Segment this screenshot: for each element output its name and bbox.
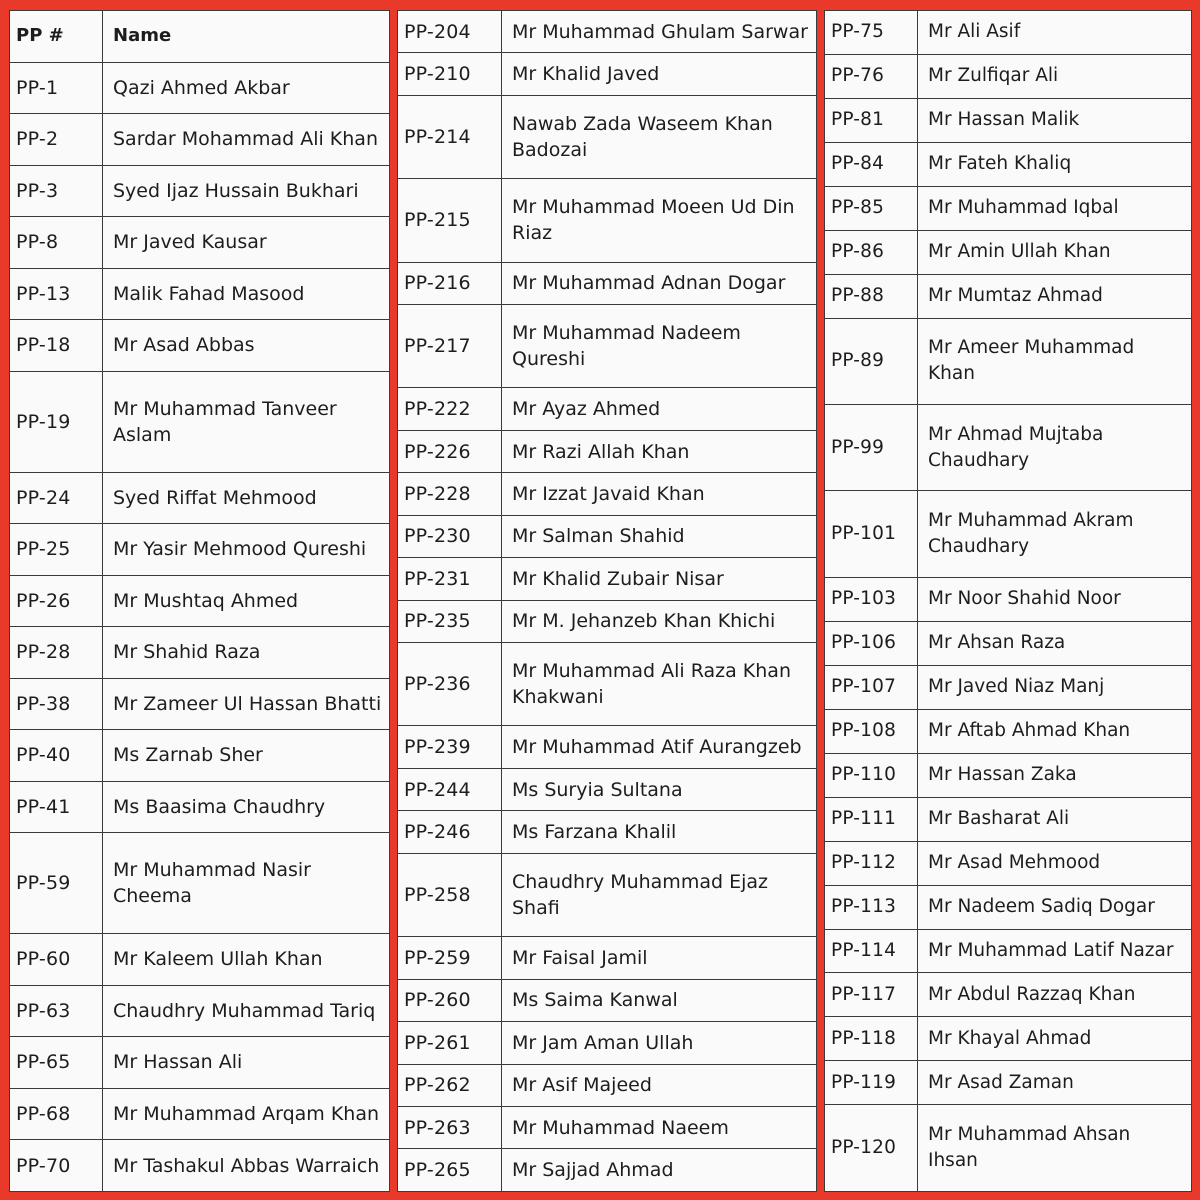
pp-number: PP-118 — [825, 1017, 918, 1061]
member-name: Mr M. Jehanzeb Khan Khichi — [502, 600, 817, 642]
member-name: Mr Zulfiqar Ali — [918, 54, 1192, 98]
member-name: Mr Hassan Malik — [918, 98, 1192, 142]
table-row — [398, 11, 817, 53]
member-name: Mr Muhammad Latif Nazar — [918, 929, 1192, 973]
table-row — [10, 1037, 390, 1089]
table-row — [398, 600, 817, 642]
member-name: Mr Yasir Mehmood Qureshi — [103, 524, 390, 576]
pp-number: PP-117 — [825, 973, 918, 1017]
member-name: Syed Ijaz Hussain Bukhari — [103, 165, 390, 217]
table-row — [825, 885, 1192, 929]
table-row — [398, 1149, 817, 1192]
pp-number: PP-113 — [825, 885, 918, 929]
table-row — [398, 179, 817, 262]
table-row — [825, 621, 1192, 665]
pp-number: PP-210 — [398, 53, 502, 95]
member-name: Mr Shahid Raza — [103, 627, 390, 679]
pp-number: PP-76 — [825, 54, 918, 98]
table-row — [825, 1105, 1192, 1192]
table-row — [825, 577, 1192, 621]
member-name: Mr Izzat Javaid Khan — [502, 473, 817, 515]
member-name: Mr Muhammad Akram Chaudhary — [918, 491, 1192, 577]
table-row — [10, 114, 390, 166]
pp-number: PP-86 — [825, 230, 918, 274]
pp-number: PP-226 — [398, 430, 502, 472]
member-name: Mr Ameer Muhammad Khan — [918, 318, 1192, 404]
table-row — [10, 1088, 390, 1140]
table-row — [825, 973, 1192, 1017]
table-row — [10, 320, 390, 372]
member-name: Chaudhry Muhammad Tariq — [103, 985, 390, 1037]
table-row — [398, 1022, 817, 1064]
pp-number: PP-244 — [398, 768, 502, 810]
pp-number: PP-40 — [10, 730, 103, 782]
pp-number: PP-84 — [825, 142, 918, 186]
table-row — [398, 1064, 817, 1106]
member-name: Mr Ahsan Raza — [918, 621, 1192, 665]
table-row — [398, 643, 817, 726]
member-name: Qazi Ahmed Akbar — [103, 62, 390, 114]
pp-number: PP-63 — [10, 985, 103, 1037]
member-name: Nawab Zada Waseem Khan Badozai — [502, 95, 817, 178]
member-name: Mr Noor Shahid Noor — [918, 577, 1192, 621]
member-name: Mr Khayal Ahmad — [918, 1017, 1192, 1061]
member-name: Mr Amin Ullah Khan — [918, 230, 1192, 274]
member-name: Mr Muhammad Nasir Cheema — [103, 833, 390, 934]
table-row — [398, 262, 817, 304]
member-name: Mr Ali Asif — [918, 11, 1192, 55]
pp-number: PP-114 — [825, 929, 918, 973]
table-header-row — [10, 11, 390, 63]
member-name: Ms Zarnab Sher — [103, 730, 390, 782]
pp-number: PP-110 — [825, 753, 918, 797]
table-row — [398, 853, 817, 936]
pp-number: PP-258 — [398, 853, 502, 936]
pp-number: PP-68 — [10, 1088, 103, 1140]
pp-number: PP-99 — [825, 405, 918, 491]
member-name: Mr Tashakul Abbas Warraich — [103, 1140, 390, 1192]
table-row — [10, 627, 390, 679]
member-name: Ms Baasima Chaudhry — [103, 781, 390, 833]
member-name: Mr Nadeem Sadiq Dogar — [918, 885, 1192, 929]
pp-number: PP-217 — [398, 305, 502, 388]
member-name: Mr Javed Kausar — [103, 217, 390, 269]
member-name: Mr Fateh Khaliq — [918, 142, 1192, 186]
table-row — [398, 473, 817, 515]
table-row — [398, 1106, 817, 1148]
table-row — [825, 709, 1192, 753]
pp-number: PP-235 — [398, 600, 502, 642]
pp-number: PP-38 — [10, 678, 103, 730]
member-name: Mr Khalid Javed — [502, 53, 817, 95]
pp-number: PP-106 — [825, 621, 918, 665]
member-name: Chaudhry Muhammad Ejaz Shafi — [502, 853, 817, 936]
member-name: Mr Mushtaq Ahmed — [103, 575, 390, 627]
member-name: Ms Farzana Khalil — [502, 811, 817, 853]
pp-number: PP-65 — [10, 1037, 103, 1089]
pp-number: PP-3 — [10, 165, 103, 217]
pp-number: PP-214 — [398, 95, 502, 178]
table-row — [10, 833, 390, 934]
table-row — [398, 515, 817, 557]
member-name: Ms Suryia Sultana — [502, 768, 817, 810]
pp-number: PP-28 — [10, 627, 103, 679]
member-name: Mr Muhammad Naeem — [502, 1106, 817, 1148]
table-row — [10, 934, 390, 986]
table-row — [825, 98, 1192, 142]
member-name: Syed Riffat Mehmood — [103, 472, 390, 524]
pp-number: PP-246 — [398, 811, 502, 853]
member-name: Mr Muhammad Iqbal — [918, 186, 1192, 230]
member-name: Mr Zameer Ul Hassan Bhatti — [103, 678, 390, 730]
pp-number: PP-261 — [398, 1022, 502, 1064]
member-name: Mr Jam Aman Ullah — [502, 1022, 817, 1064]
table-panel-left — [9, 10, 390, 1192]
pp-number: PP-260 — [398, 979, 502, 1021]
members-table-right — [824, 10, 1192, 1192]
table-row — [825, 1017, 1192, 1061]
pp-number: PP-41 — [10, 781, 103, 833]
pp-number: PP-60 — [10, 934, 103, 986]
table-row — [825, 665, 1192, 709]
pp-number: PP-81 — [825, 98, 918, 142]
pp-number: PP-101 — [825, 491, 918, 577]
pp-number: PP-26 — [10, 575, 103, 627]
member-name: Mr Muhammad Tanveer Aslam — [103, 371, 390, 472]
member-name: Ms Saima Kanwal — [502, 979, 817, 1021]
table-row — [398, 95, 817, 178]
pp-header: PP # — [10, 11, 103, 63]
pp-number: PP-259 — [398, 937, 502, 979]
member-name: Mr Faisal Jamil — [502, 937, 817, 979]
pp-number: PP-2 — [10, 114, 103, 166]
table-row — [10, 165, 390, 217]
pp-number: PP-88 — [825, 274, 918, 318]
member-name: Mr Sajjad Ahmad — [502, 1149, 817, 1192]
pp-number: PP-120 — [825, 1105, 918, 1192]
pp-number: PP-24 — [10, 472, 103, 524]
table-row — [825, 797, 1192, 841]
pp-number: PP-103 — [825, 577, 918, 621]
table-row — [398, 430, 817, 472]
table-row — [398, 388, 817, 430]
member-name: Mr Muhammad Adnan Dogar — [502, 262, 817, 304]
members-table-left — [9, 10, 390, 1192]
table-row — [825, 841, 1192, 885]
pp-number: PP-25 — [10, 524, 103, 576]
member-name: Mr Ayaz Ahmed — [502, 388, 817, 430]
member-name: Mr Muhammad Arqam Khan — [103, 1088, 390, 1140]
table-row — [825, 274, 1192, 318]
table-row — [825, 1061, 1192, 1105]
pp-number: PP-228 — [398, 473, 502, 515]
pp-number: PP-231 — [398, 558, 502, 600]
member-name: Mr Khalid Zubair Nisar — [502, 558, 817, 600]
pp-number: PP-119 — [825, 1061, 918, 1105]
pp-number: PP-215 — [398, 179, 502, 262]
pp-number: PP-13 — [10, 268, 103, 320]
table-row — [825, 929, 1192, 973]
pp-number: PP-263 — [398, 1106, 502, 1148]
member-name: Mr Hassan Ali — [103, 1037, 390, 1089]
table-row — [825, 186, 1192, 230]
table-row — [825, 11, 1192, 55]
member-name: Mr Muhammad Atif Aurangzeb — [502, 726, 817, 768]
table-row — [10, 1140, 390, 1192]
member-name: Mr Javed Niaz Manj — [918, 665, 1192, 709]
pp-number: PP-239 — [398, 726, 502, 768]
table-row — [10, 524, 390, 576]
table-panel-right — [824, 10, 1192, 1192]
member-name: Mr Muhammad Ghulam Sarwar — [502, 11, 817, 53]
pp-number: PP-204 — [398, 11, 502, 53]
member-name: Malik Fahad Masood — [103, 268, 390, 320]
table-row — [825, 753, 1192, 797]
table-row — [825, 142, 1192, 186]
table-row — [825, 405, 1192, 491]
pp-number: PP-18 — [10, 320, 103, 372]
member-name: Mr Razi Allah Khan — [502, 430, 817, 472]
table-row — [398, 726, 817, 768]
member-name: Mr Muhammad Moeen Ud Din Riaz — [502, 179, 817, 262]
pp-number: PP-216 — [398, 262, 502, 304]
table-row — [398, 811, 817, 853]
table-panel-middle — [397, 10, 817, 1192]
member-name: Mr Asad Abbas — [103, 320, 390, 372]
pp-number: PP-262 — [398, 1064, 502, 1106]
pp-number: PP-19 — [10, 371, 103, 472]
table-row — [825, 54, 1192, 98]
member-name: Mr Kaleem Ullah Khan — [103, 934, 390, 986]
member-name: Mr Asif Majeed — [502, 1064, 817, 1106]
name-header: Name — [103, 11, 390, 63]
pp-number: PP-89 — [825, 318, 918, 404]
table-row — [10, 575, 390, 627]
table-row — [398, 937, 817, 979]
table-row — [398, 53, 817, 95]
member-name: Mr Muhammad Nadeem Qureshi — [502, 305, 817, 388]
member-name: Sardar Mohammad Ali Khan — [103, 114, 390, 166]
pp-number: PP-1 — [10, 62, 103, 114]
member-name: Mr Ahmad Mujtaba Chaudhary — [918, 405, 1192, 491]
pp-number: PP-107 — [825, 665, 918, 709]
members-table-middle — [397, 10, 817, 1192]
table-row — [10, 678, 390, 730]
table-row — [398, 768, 817, 810]
table-row — [825, 491, 1192, 577]
pp-number: PP-111 — [825, 797, 918, 841]
member-name: Mr Abdul Razzaq Khan — [918, 973, 1192, 1017]
pp-number: PP-108 — [825, 709, 918, 753]
pp-number: PP-236 — [398, 643, 502, 726]
pp-number: PP-112 — [825, 841, 918, 885]
pp-number: PP-8 — [10, 217, 103, 269]
member-name: Mr Basharat Ali — [918, 797, 1192, 841]
pp-number: PP-265 — [398, 1149, 502, 1192]
member-name: Mr Asad Zaman — [918, 1061, 1192, 1105]
table-row — [10, 62, 390, 114]
member-name: Mr Mumtaz Ahmad — [918, 274, 1192, 318]
table-row — [10, 217, 390, 269]
member-name: Mr Aftab Ahmad Khan — [918, 709, 1192, 753]
pp-number: PP-75 — [825, 11, 918, 55]
table-row — [398, 305, 817, 388]
table-row — [10, 371, 390, 472]
table-row — [10, 781, 390, 833]
table-row — [398, 979, 817, 1021]
member-name: Mr Asad Mehmood — [918, 841, 1192, 885]
table-row — [398, 558, 817, 600]
table-row — [10, 268, 390, 320]
pp-number: PP-85 — [825, 186, 918, 230]
member-name: Mr Salman Shahid — [502, 515, 817, 557]
table-row — [10, 472, 390, 524]
pp-number: PP-230 — [398, 515, 502, 557]
member-name: Mr Muhammad Ali Raza Khan Khakwani — [502, 643, 817, 726]
table-row — [825, 318, 1192, 404]
pp-number: PP-222 — [398, 388, 502, 430]
table-row — [10, 730, 390, 782]
member-name: Mr Muhammad Ahsan Ihsan — [918, 1105, 1192, 1192]
pp-number: PP-70 — [10, 1140, 103, 1192]
pp-number: PP-59 — [10, 833, 103, 934]
table-row — [10, 985, 390, 1037]
table-row — [825, 230, 1192, 274]
member-name: Mr Hassan Zaka — [918, 753, 1192, 797]
